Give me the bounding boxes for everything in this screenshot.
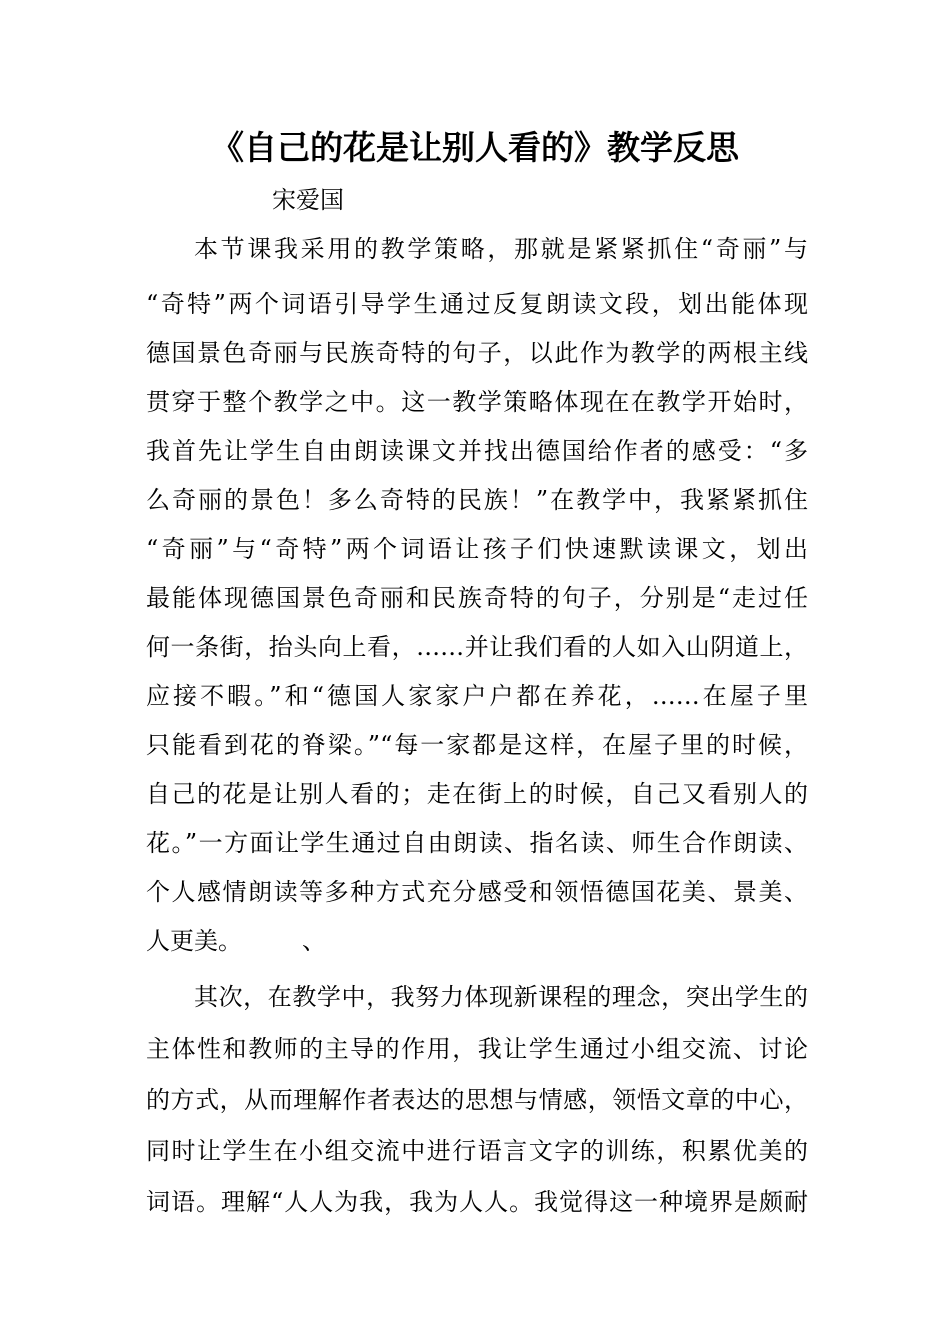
paragraph-1-line: 应接不暇。”和“德国人家家户户都在养花，……在屋子里 — [146, 682, 808, 710]
paragraph-1-line: 本节课我采用的教学策略，那就是紧紧抓住“奇丽”与 — [194, 235, 808, 263]
paragraph-2-line: 同时让学生在小组交流中进行语言文字的训练，积累优美的 — [146, 1137, 808, 1165]
paragraph-1-line: 个人感情朗读等多种方式充分感受和领悟德国花美、景美、 — [146, 878, 808, 906]
paragraph-1-line: 贯穿于整个教学之中。这一教学策略体现在在教学开始时， — [146, 388, 808, 416]
paragraph-2-line: 的方式，从而理解作者表达的思想与情感，领悟文章的中心， — [146, 1086, 808, 1114]
paragraph-1-line: 么奇丽的景色！多么奇特的民族！”在教学中，我紧紧抓住 — [146, 486, 808, 514]
document-title: 《自己的花是让别人看的》教学反思 — [211, 128, 739, 167]
document-author: 宋爱国 — [272, 186, 344, 214]
paragraph-2-line: 词语。理解“人人为我，我为人人。我觉得这一种境界是颇耐 — [146, 1188, 808, 1216]
paragraph-1-line: 德国景色奇丽与民族奇特的句子，以此作为教学的两根主线 — [146, 339, 808, 367]
paragraph-2-line: 其次，在教学中，我努力体现新课程的理念，突出学生的 — [194, 983, 808, 1011]
paragraph-1-line: “奇丽”与“奇特”两个词语让孩子们快速默读课文，划出 — [146, 535, 808, 563]
paragraph-1-line: 何一条街，抬头向上看，……并让我们看的人如入山阴道上， — [146, 633, 808, 661]
paragraph-1-line: 人更美。 、 — [146, 927, 326, 955]
paragraph-1-line: 花。”一方面让学生通过自由朗读、指名读、师生合作朗读、 — [146, 829, 808, 857]
paragraph-1-line: “奇特”两个词语引导学生通过反复朗读文段，划出能体现 — [146, 290, 808, 318]
paragraph-1-line: 最能体现德国景色奇丽和民族奇特的句子，分别是“走过任 — [146, 584, 808, 612]
paragraph-1-line: 自己的花是让别人看的；走在街上的时候，自己又看别人的 — [146, 780, 808, 808]
paragraph-2-line: 主体性和教师的主导的作用，我让学生通过小组交流、讨论 — [146, 1035, 808, 1063]
paragraph-1-line: 我首先让学生自由朗读课文并找出德国给作者的感受：“多 — [146, 437, 808, 465]
paragraph-1-line: 只能看到花的脊梁。”“每一家都是这样，在屋子里的时候， — [146, 731, 808, 759]
